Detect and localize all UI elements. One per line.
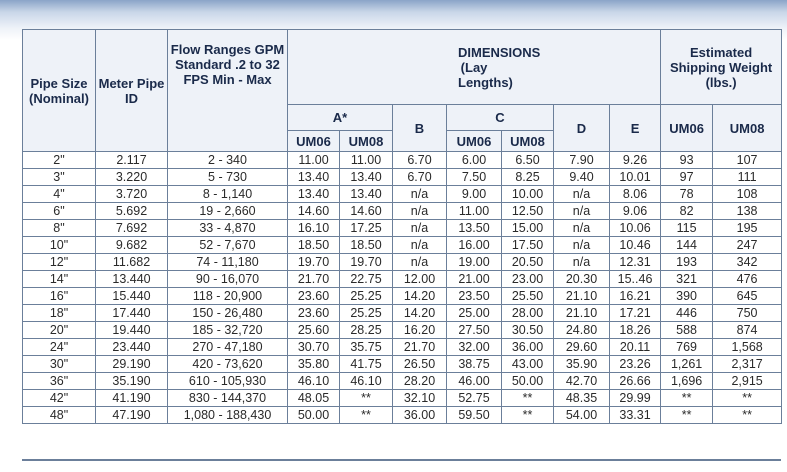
cell-a-um06: 50.00 [288,407,340,424]
cell-meter-pipe-id: 17.440 [96,305,168,322]
cell-a-um06: 25.60 [288,322,340,339]
cell-c-um08: 20.50 [502,254,554,271]
cell-weight-um08: 247 [713,237,782,254]
cell-weight-um06: 390 [661,288,713,305]
cell-pipe-size: 18" [23,305,96,322]
cell-e: 10.46 [610,237,661,254]
cell-c-um06: 25.00 [447,305,502,322]
cell-flow-range: 5 - 730 [168,169,288,186]
cell-a-um08: 13.40 [340,186,393,203]
cell-b: 14.20 [393,305,447,322]
cell-pipe-size: 8" [23,220,96,237]
cell-c-um08: ** [502,407,554,424]
cell-a-um06: 13.40 [288,169,340,186]
cell-weight-um06: 82 [661,203,713,220]
cell-c-um06: 11.00 [447,203,502,220]
table-row [23,356,782,373]
cell-c-um08: 8.25 [502,169,554,186]
cell-b: 28.20 [393,373,447,390]
cell-a-um08: 25.25 [340,288,393,305]
cell-c-um06: 23.50 [447,288,502,305]
header-weight-um08: UM08 [713,105,782,152]
cell-a-um06: 23.60 [288,305,340,322]
cell-d: 9.40 [554,169,610,186]
cell-a-um06: 35.80 [288,356,340,373]
cell-meter-pipe-id: 23.440 [96,339,168,356]
header-c-um06: UM06 [447,131,502,152]
cell-d: n/a [554,237,610,254]
cell-d: 42.70 [554,373,610,390]
cell-weight-um06: 115 [661,220,713,237]
cell-a-um08: 22.75 [340,271,393,288]
cell-d: n/a [554,220,610,237]
cell-c-um06: 46.00 [447,373,502,390]
header-weight-um06: UM06 [661,105,713,152]
cell-b: 32.10 [393,390,447,407]
cell-weight-um06: 1,261 [661,356,713,373]
cell-weight-um08: 1,568 [713,339,782,356]
cell-weight-um06: 321 [661,271,713,288]
cell-c-um08: ** [502,390,554,407]
cell-c-um06: 52.75 [447,390,502,407]
header-a-um08: UM08 [340,131,393,152]
cell-weight-um08: 342 [713,254,782,271]
cell-e: 9.06 [610,203,661,220]
cell-weight-um08: ** [713,390,782,407]
cell-flow-range: 610 - 105,930 [168,373,288,390]
cell-e: 8.06 [610,186,661,203]
cell-c-um08: 25.50 [502,288,554,305]
table-row [23,169,782,186]
cell-a-um08: 11.00 [340,152,393,169]
cell-e: 29.99 [610,390,661,407]
cell-weight-um08: 107 [713,152,782,169]
cell-a-um06: 21.70 [288,271,340,288]
header-meter-pipe-id: Meter Pipe ID [96,30,168,152]
cell-d: 48.35 [554,390,610,407]
cell-c-um08: 6.50 [502,152,554,169]
cell-pipe-size: 4" [23,186,96,203]
table-row [23,220,782,237]
cell-a-um08: ** [340,407,393,424]
cell-e: 16.21 [610,288,661,305]
cell-flow-range: 118 - 20,900 [168,288,288,305]
cell-b: 14.20 [393,288,447,305]
cell-b: n/a [393,254,447,271]
cell-weight-um08: ** [713,407,782,424]
cell-flow-range: 150 - 26,480 [168,305,288,322]
cell-pipe-size: 48" [23,407,96,424]
cell-meter-pipe-id: 9.682 [96,237,168,254]
cell-weight-um08: 750 [713,305,782,322]
cell-weight-um06: 769 [661,339,713,356]
cell-weight-um06: 193 [661,254,713,271]
cell-c-um06: 13.50 [447,220,502,237]
cell-a-um08: 19.70 [340,254,393,271]
cell-pipe-size: 10" [23,237,96,254]
cell-weight-um08: 2,317 [713,356,782,373]
cell-a-um06: 18.50 [288,237,340,254]
cell-a-um08: 18.50 [340,237,393,254]
cell-weight-um06: 588 [661,322,713,339]
cell-d: n/a [554,203,610,220]
cell-c-um08: 23.00 [502,271,554,288]
cell-c-um06: 32.00 [447,339,502,356]
table-row [23,271,782,288]
cell-b: 36.00 [393,407,447,424]
cell-pipe-size: 30" [23,356,96,373]
cell-flow-range: 420 - 73,620 [168,356,288,373]
cell-e: 15..46 [610,271,661,288]
cell-a-um08: 13.40 [340,169,393,186]
cell-a-um06: 13.40 [288,186,340,203]
cell-weight-um08: 111 [713,169,782,186]
cell-meter-pipe-id: 47.190 [96,407,168,424]
table-row [23,339,782,356]
cell-pipe-size: 6" [23,203,96,220]
cell-weight-um08: 108 [713,186,782,203]
cell-weight-um08: 476 [713,271,782,288]
cell-c-um08: 50.00 [502,373,554,390]
cell-c-um06: 9.00 [447,186,502,203]
cell-a-um06: 46.10 [288,373,340,390]
cell-weight-um06: ** [661,390,713,407]
cell-a-um06: 48.05 [288,390,340,407]
cell-weight-um06: 446 [661,305,713,322]
cell-a-um06: 30.70 [288,339,340,356]
cell-flow-range: 74 - 11,180 [168,254,288,271]
cell-a-um08: 14.60 [340,203,393,220]
table-body [23,152,782,424]
header-dimension-c: C [447,105,554,131]
table-row [23,322,782,339]
meter-specifications-table [22,29,782,424]
cell-flow-range: 90 - 16,070 [168,271,288,288]
table-row [23,390,782,407]
header-dimension-a: A* [288,105,393,131]
cell-a-um06: 14.60 [288,203,340,220]
cell-c-um06: 16.00 [447,237,502,254]
cell-pipe-size: 3" [23,169,96,186]
cell-flow-range: 185 - 32,720 [168,322,288,339]
cell-c-um06: 27.50 [447,322,502,339]
cell-b: 6.70 [393,152,447,169]
cell-meter-pipe-id: 5.692 [96,203,168,220]
cell-pipe-size: 2" [23,152,96,169]
cell-e: 10.06 [610,220,661,237]
cell-flow-range: 52 - 7,670 [168,237,288,254]
cell-a-um08: 28.25 [340,322,393,339]
cell-pipe-size: 36" [23,373,96,390]
cell-a-um06: 11.00 [288,152,340,169]
cell-b: 21.70 [393,339,447,356]
cell-d: 29.60 [554,339,610,356]
cell-c-um06: 19.00 [447,254,502,271]
cell-d: n/a [554,186,610,203]
table-row [23,203,782,220]
cell-d: 20.30 [554,271,610,288]
cell-d: 35.90 [554,356,610,373]
cell-c-um06: 7.50 [447,169,502,186]
cell-meter-pipe-id: 29.190 [96,356,168,373]
cell-e: 23.26 [610,356,661,373]
cell-a-um06: 23.60 [288,288,340,305]
cell-e: 9.26 [610,152,661,169]
cell-c-um06: 38.75 [447,356,502,373]
cell-d: 7.90 [554,152,610,169]
cell-weight-um06: 93 [661,152,713,169]
cell-b: n/a [393,220,447,237]
cell-e: 20.11 [610,339,661,356]
cell-flow-range: 1,080 - 188,430 [168,407,288,424]
header-dimensions: DIMENSIONS (Lay Lengths) [288,30,661,105]
table-row [23,407,782,424]
cell-weight-um06: ** [661,407,713,424]
cell-c-um06: 6.00 [447,152,502,169]
cell-e: 10.01 [610,169,661,186]
header-estimated-weight: Estimated Shipping Weight (lbs.) [661,30,782,105]
cell-c-um08: 12.50 [502,203,554,220]
cell-b: n/a [393,203,447,220]
cell-flow-range: 19 - 2,660 [168,203,288,220]
cell-weight-um06: 97 [661,169,713,186]
cell-b: 26.50 [393,356,447,373]
cell-pipe-size: 12" [23,254,96,271]
cell-weight-um08: 2,915 [713,373,782,390]
cell-e: 17.21 [610,305,661,322]
cell-weight-um08: 874 [713,322,782,339]
table-row [23,186,782,203]
cell-b: 12.00 [393,271,447,288]
cell-c-um08: 17.50 [502,237,554,254]
cell-c-um08: 36.00 [502,339,554,356]
cell-e: 33.31 [610,407,661,424]
cell-weight-um08: 645 [713,288,782,305]
cell-d: 24.80 [554,322,610,339]
cell-flow-range: 2 - 340 [168,152,288,169]
cell-meter-pipe-id: 13.440 [96,271,168,288]
table-row [23,237,782,254]
cell-c-um08: 15.00 [502,220,554,237]
cell-flow-range: 8 - 1,140 [168,186,288,203]
bottom-divider [22,459,781,461]
cell-a-um08: 46.10 [340,373,393,390]
cell-flow-range: 830 - 144,370 [168,390,288,407]
cell-d: 54.00 [554,407,610,424]
cell-b: 6.70 [393,169,447,186]
header-dimension-e: E [610,105,661,152]
cell-weight-um06: 78 [661,186,713,203]
cell-b: 16.20 [393,322,447,339]
cell-weight-um08: 138 [713,203,782,220]
header-pipe-size: Pipe Size (Nominal) [23,30,96,152]
cell-a-um06: 16.10 [288,220,340,237]
cell-d: n/a [554,254,610,271]
header-dimension-d: D [554,105,610,152]
table-row [23,373,782,390]
cell-c-um06: 21.00 [447,271,502,288]
cell-meter-pipe-id: 15.440 [96,288,168,305]
cell-e: 26.66 [610,373,661,390]
header-dimension-b: B [393,105,447,152]
cell-c-um08: 28.00 [502,305,554,322]
cell-a-um08: 41.75 [340,356,393,373]
table-row [23,305,782,322]
header-flow-ranges: Flow Ranges GPM Standard .2 to 32 FPS Min - Max [168,30,288,152]
cell-c-um08: 43.00 [502,356,554,373]
cell-e: 18.26 [610,322,661,339]
cell-d: 21.10 [554,305,610,322]
cell-pipe-size: 16" [23,288,96,305]
cell-c-um08: 10.00 [502,186,554,203]
cell-pipe-size: 24" [23,339,96,356]
cell-pipe-size: 42" [23,390,96,407]
cell-meter-pipe-id: 41.190 [96,390,168,407]
cell-a-um08: 25.25 [340,305,393,322]
cell-meter-pipe-id: 35.190 [96,373,168,390]
table-row [23,152,782,169]
cell-a-um08: ** [340,390,393,407]
cell-meter-pipe-id: 11.682 [96,254,168,271]
cell-meter-pipe-id: 7.692 [96,220,168,237]
cell-meter-pipe-id: 3.220 [96,169,168,186]
cell-a-um08: 17.25 [340,220,393,237]
header-a-um06: UM06 [288,131,340,152]
cell-a-um08: 35.75 [340,339,393,356]
cell-flow-range: 33 - 4,870 [168,220,288,237]
cell-d: 21.10 [554,288,610,305]
cell-b: n/a [393,186,447,203]
cell-a-um06: 19.70 [288,254,340,271]
cell-e: 12.31 [610,254,661,271]
table-row [23,288,782,305]
cell-flow-range: 270 - 47,180 [168,339,288,356]
cell-b: n/a [393,237,447,254]
table-row [23,254,782,271]
cell-c-um08: 30.50 [502,322,554,339]
cell-weight-um06: 144 [661,237,713,254]
cell-meter-pipe-id: 2.117 [96,152,168,169]
cell-pipe-size: 20" [23,322,96,339]
header-c-um08: UM08 [502,131,554,152]
cell-pipe-size: 14" [23,271,96,288]
cell-meter-pipe-id: 3.720 [96,186,168,203]
cell-weight-um08: 195 [713,220,782,237]
cell-meter-pipe-id: 19.440 [96,322,168,339]
cell-c-um06: 59.50 [447,407,502,424]
cell-weight-um06: 1,696 [661,373,713,390]
